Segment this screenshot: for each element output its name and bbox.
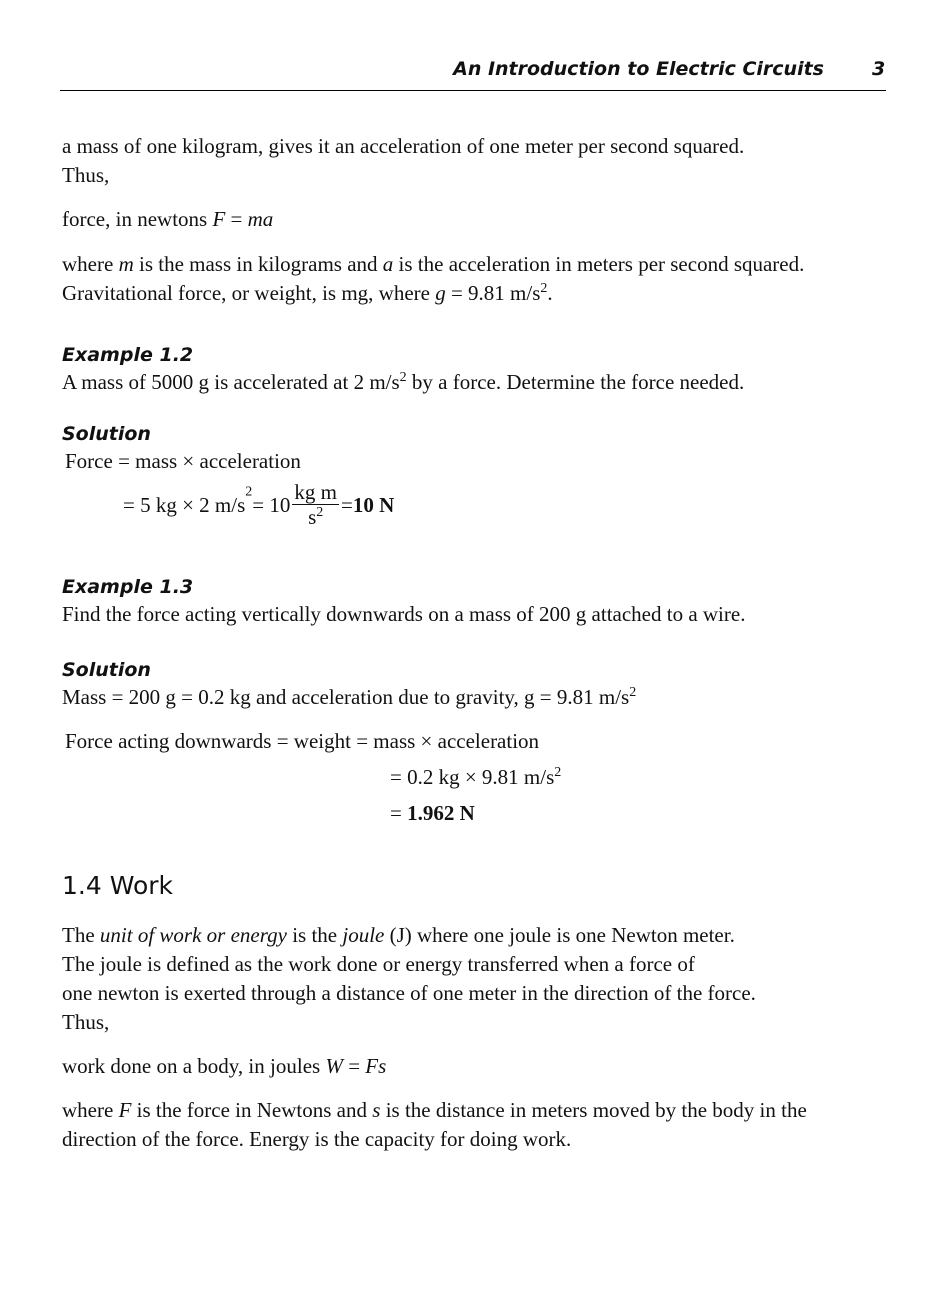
unit-fraction (292, 480, 339, 529)
step-3-line (390, 799, 475, 828)
where-text-2: is the mass in kilograms and (133, 252, 383, 276)
step-2-line (390, 763, 561, 792)
intro-line-2: Thus, (62, 163, 110, 187)
force-downwards-line: Force acting downwards = weight = mass × acceleration (65, 729, 540, 753)
intro-paragraph (62, 132, 882, 190)
example-1-3 (62, 574, 882, 629)
solution-1-2 (62, 421, 882, 476)
work-where-text-2: is the force in Newtons and (131, 1098, 373, 1122)
where-paragraph (62, 250, 882, 308)
formula-ma: ma (247, 207, 274, 231)
work-text-b: is the (286, 923, 343, 947)
work-line-2: The joule is defined as the work done or energy transferred when a force of (62, 952, 695, 976)
work-unit-term: unit of work or energy (99, 923, 287, 947)
work-where-line-1 (62, 1096, 882, 1125)
calc-sup: 2 (245, 484, 253, 500)
step-3-eq: = (390, 801, 408, 825)
var-g: g (435, 281, 446, 305)
work-where-paragraph (62, 1096, 882, 1154)
work-where-text-3: is the distance in meters moved by the body in the (380, 1098, 807, 1122)
calc-part-b: = 10 (252, 492, 291, 517)
mass-line (62, 683, 882, 712)
force-formula (62, 205, 882, 234)
solution-1-2-line-1: Force = mass × acceleration (65, 449, 301, 473)
example-1-3-result: 1.962 N (407, 801, 475, 825)
mass-line-text: Mass = 200 g = 0.2 kg and acceleration due to gravity, g = 9.81 m/s (62, 685, 630, 709)
force-formula-text: force, in newtons (62, 207, 213, 231)
step-2-sup: 2 (554, 765, 562, 780)
work-text-c: (J) where one joule is one Newton meter. (384, 923, 735, 947)
fraction-den-base: s (308, 505, 317, 529)
where-text-3: is the acceleration in meters per second squared. (393, 252, 805, 276)
fraction-den-sup: 2 (316, 505, 324, 520)
work-where-text-1: where (62, 1098, 119, 1122)
example-1-2-result: 10 N (352, 492, 395, 517)
where-text-1: where (62, 252, 119, 276)
example-1-2 (62, 342, 882, 397)
formula-eq: = (225, 207, 248, 231)
work-line-4: Thus, (62, 1010, 110, 1034)
formula-W: W (325, 1054, 343, 1078)
section-heading-work: 1.4 Work (62, 871, 174, 900)
example-1-3-title: Example 1.3 (62, 576, 194, 598)
work-formula (62, 1052, 882, 1081)
example-1-2-text-2: by a force. Determine the force needed. (406, 370, 745, 394)
formula-Fs: Fs (365, 1054, 387, 1078)
step-2-text: = 0.2 kg × 9.81 m/s (390, 765, 555, 789)
gravity-text-1: Gravitational force, or weight, is mg, where (62, 281, 436, 305)
page-number: 3 (872, 58, 886, 80)
calc-part-c: = (340, 492, 353, 517)
var-s: s (372, 1098, 381, 1122)
var-m: m (118, 252, 134, 276)
where-line (62, 250, 882, 279)
var-F: F (118, 1098, 132, 1122)
running-head-title: An Introduction to Electric Circuits (453, 58, 824, 80)
work-line-1 (62, 921, 882, 950)
example-1-2-title: Example 1.2 (62, 344, 194, 366)
var-a: a (382, 252, 394, 276)
example-1-2-text (62, 368, 882, 397)
fraction-denominator (292, 505, 339, 529)
example-1-2-text-1: A mass of 5000 g is accelerated at 2 m/s (62, 370, 400, 394)
gravity-end: . (547, 281, 553, 305)
header-rule (60, 90, 886, 91)
example-1-3-text: Find the force acting vertically downwards on a mass of 200 g attached to a wire. (62, 602, 746, 626)
fraction-numerator: kg m (294, 480, 337, 504)
gravity-text-2: = 9.81 m/s (445, 281, 541, 305)
gravity-sup: 2 (540, 281, 548, 296)
gravity-line (62, 279, 882, 308)
calc-part-a: = 5 kg × 2 m/s (123, 492, 246, 517)
work-formula-text: work done on a body, in joules (62, 1054, 326, 1078)
work-text-a: The (62, 923, 100, 947)
solution-1-3-label: Solution (62, 659, 151, 681)
joule-term: joule (342, 923, 385, 947)
solution-1-2-line-2 (123, 480, 394, 529)
intro-line-1: a mass of one kilogram, gives it an acceleration of one meter per second squared. (62, 134, 745, 158)
example-1-2-sup: 2 (399, 370, 407, 385)
work-line-3: one newton is exerted through a distance of one meter in the direction of the force. (62, 981, 756, 1005)
solution-1-2-label: Solution (62, 423, 151, 445)
work-formula-eq: = (342, 1054, 366, 1078)
solution-1-3 (62, 657, 882, 712)
work-where-line-2: direction of the force. Energy is the capacity for doing work. (62, 1127, 572, 1151)
work-paragraph (62, 921, 882, 1037)
mass-line-sup: 2 (629, 685, 637, 700)
formula-F: F (212, 207, 226, 231)
